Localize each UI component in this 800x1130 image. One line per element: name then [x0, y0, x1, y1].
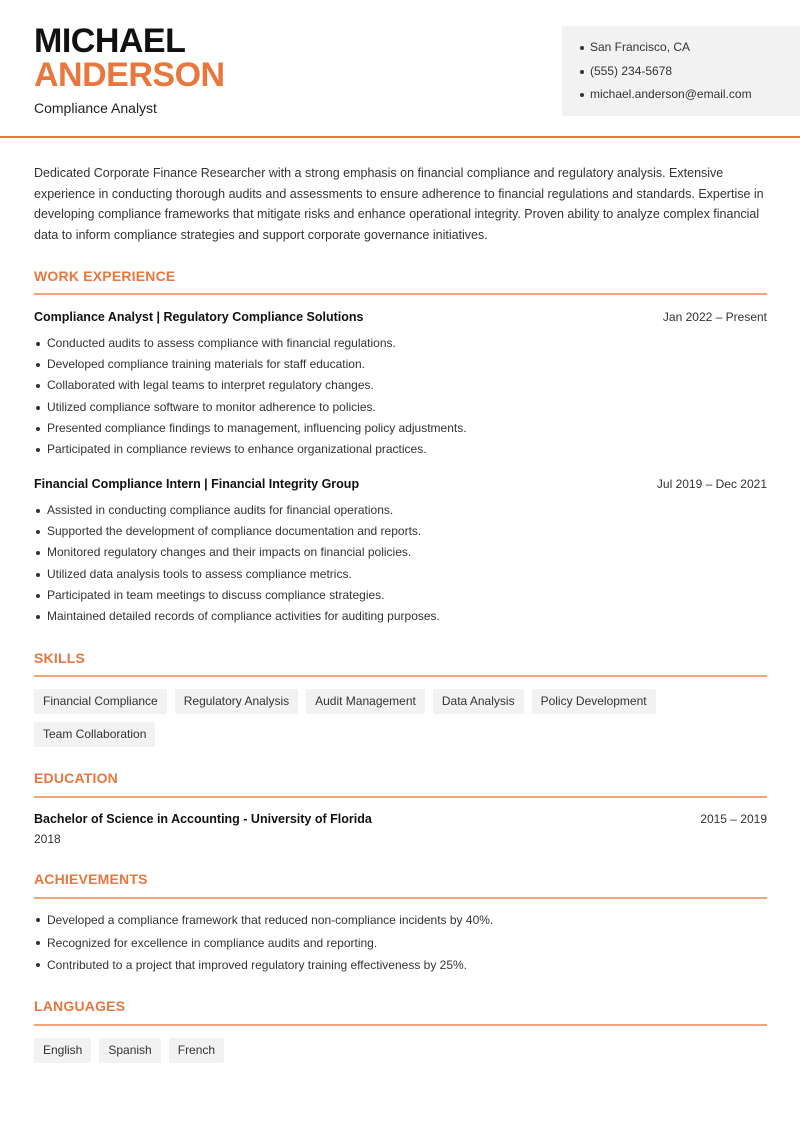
job-role: Financial Compliance Intern | Financial Integrity Group [34, 477, 360, 491]
section-title-work: WORK EXPERIENCE [34, 268, 176, 284]
first-name: MICHAEL [34, 22, 186, 60]
list-item: Participated in compliance reviews to enhance organizational practices. [34, 439, 767, 460]
language-tag: English [34, 1038, 91, 1063]
education-header [34, 812, 767, 826]
contact-location: San Francisco, CA [580, 36, 782, 60]
section-divider [34, 1024, 767, 1026]
skill-tag: Data Analysis [433, 689, 524, 714]
skill-tag: Financial Compliance [34, 689, 167, 714]
contact-box [562, 26, 800, 116]
section-title-languages: LANGUAGES [34, 998, 126, 1014]
job-header [34, 477, 767, 491]
list-item: Collaborated with legal teams to interpret regulatory changes. [34, 375, 767, 396]
education-year: 2018 [34, 832, 61, 846]
list-item: Developed compliance training materials for staff education. [34, 354, 767, 375]
section-divider [34, 796, 767, 798]
skill-tag: Regulatory Analysis [175, 689, 298, 714]
section-divider [34, 675, 767, 677]
job-bullets [34, 333, 767, 460]
list-item: Presented compliance findings to management, influencing policy adjustments. [34, 418, 767, 439]
education-dates: 2015 – 2019 [700, 812, 767, 826]
list-item: Participated in team meetings to discuss compliance strategies. [34, 585, 767, 606]
job-role: Compliance Analyst | Regulatory Compliance Solutions [34, 310, 364, 324]
job-dates: Jan 2022 – Present [662, 310, 767, 324]
education-degree: Bachelor of Science in Accounting - University of Florida [34, 812, 372, 826]
section-title-skills: SKILLS [34, 650, 85, 666]
section-title-achievements: ACHIEVEMENTS [34, 871, 148, 887]
job-title: Compliance Analyst [34, 100, 157, 116]
section-title-education: EDUCATION [34, 770, 118, 786]
job-bullets [34, 500, 767, 627]
contact-email: michael.anderson@email.com [580, 83, 782, 107]
skills-list [34, 689, 767, 747]
section-divider [34, 293, 767, 295]
summary: Dedicated Corporate Finance Researcher with a strong emphasis on financial compliance and regulatory analysis. Extensive experience in conducting thorough audits and assessments to ensure adherence to financial regulations and standards. Expertise in developing compliance frameworks that mitigate risks and enhance operational integrity. Proven ability to analyze complex financial data to inform compliance strategies and support corporate governance initiatives. [34, 166, 764, 242]
language-tag: Spanish [99, 1038, 160, 1063]
list-item: Contributed to a project that improved regulatory training effectiveness by 25%. [34, 954, 767, 977]
job-dates: Jul 2019 – Dec 2021 [656, 477, 767, 491]
skill-tag: Team Collaboration [34, 722, 155, 747]
list-item: Recognized for excellence in compliance audits and reporting. [34, 932, 767, 955]
last-name: ANDERSON [34, 56, 225, 94]
languages-list [34, 1038, 767, 1063]
skill-tag: Audit Management [306, 689, 425, 714]
section-divider [34, 897, 767, 899]
list-item: Maintained detailed records of compliance activities for auditing purposes. [34, 606, 767, 627]
language-tag: French [169, 1038, 224, 1063]
skill-tag: Policy Development [532, 689, 656, 714]
list-item: Conducted audits to assess compliance with financial regulations. [34, 333, 767, 354]
resume-header [0, 0, 800, 138]
list-item: Utilized data analysis tools to assess compliance metrics. [34, 564, 767, 585]
list-item: Utilized compliance software to monitor adherence to policies. [34, 397, 767, 418]
achievements-list [34, 909, 767, 977]
list-item: Supported the development of compliance documentation and reports. [34, 521, 767, 542]
job-header [34, 310, 767, 324]
list-item: Developed a compliance framework that reduced non-compliance incidents by 40%. [34, 909, 767, 932]
list-item: Assisted in conducting compliance audits for financial operations. [34, 500, 767, 521]
list-item: Monitored regulatory changes and their impacts on financial policies. [34, 542, 767, 563]
contact-phone: (555) 234-5678 [580, 60, 782, 84]
